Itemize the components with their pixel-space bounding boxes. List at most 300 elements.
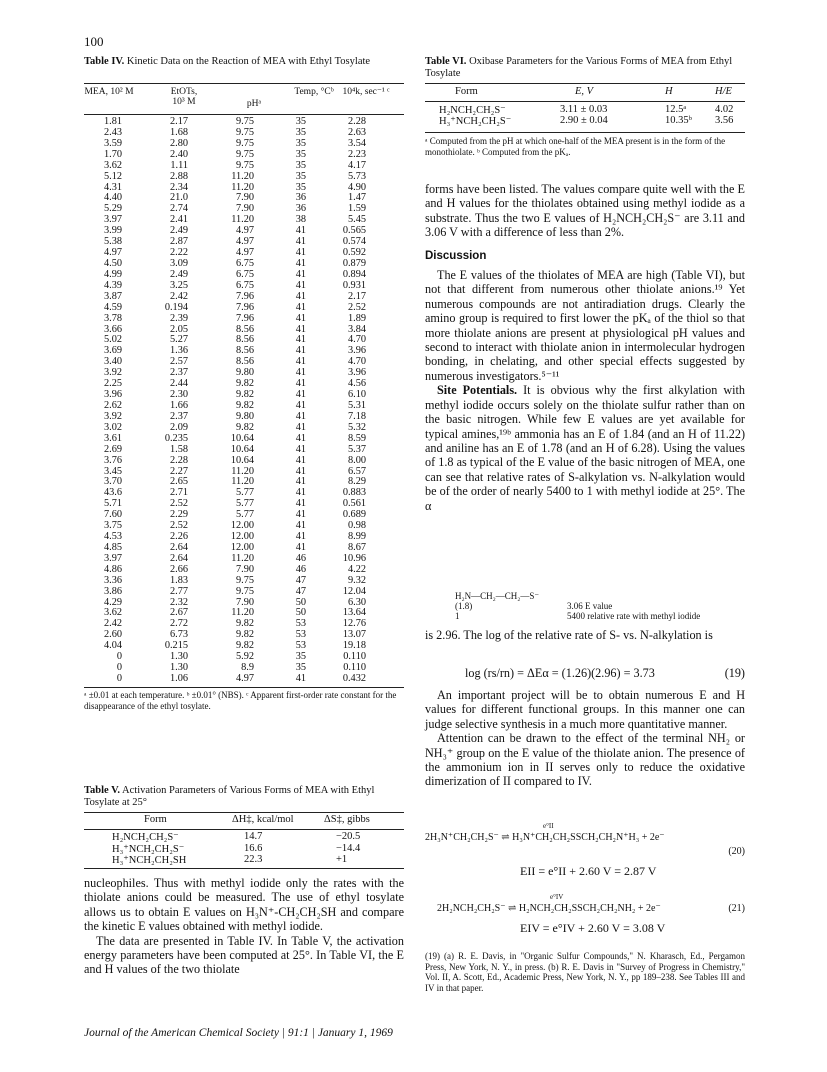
- table-cell: 8.00: [347, 454, 366, 466]
- table-cell: 4.70: [347, 334, 366, 346]
- table-cell: 12.04: [342, 585, 366, 597]
- table-cell: 0.592: [342, 247, 366, 259]
- table-row: [84, 598, 366, 609]
- table-cell: 2.64: [169, 541, 188, 553]
- table-cell: 2.17: [169, 116, 188, 127]
- table-cell: 3.96: [103, 389, 122, 401]
- table-row: [84, 477, 366, 488]
- table6-header: [425, 86, 745, 99]
- table-row: [84, 183, 366, 194]
- table-cell: 0.110: [343, 651, 366, 663]
- table-row: [84, 641, 366, 652]
- table-cell: 2.39: [169, 312, 188, 324]
- table-cell: 12.76: [342, 618, 366, 630]
- scheme-right-2: 5400 relative rate with methyl iodide: [567, 611, 701, 621]
- table-cell: 12.5ᵃ: [665, 104, 687, 115]
- table-cell: 41: [295, 454, 306, 466]
- table-cell: 5.27: [169, 334, 188, 346]
- table-cell: 4.97: [235, 225, 254, 237]
- table-cell: 16.6: [244, 842, 263, 854]
- table-cell: 53: [295, 640, 306, 652]
- table-cell: 8.9: [241, 662, 254, 674]
- table-cell: 36: [295, 203, 306, 215]
- table-cell: 4.04: [103, 640, 122, 652]
- eq20-number: (20): [728, 846, 745, 857]
- table-cell: 5.12: [103, 170, 122, 182]
- table-cell: 4.97: [103, 247, 122, 259]
- table-cell: 8.56: [235, 323, 254, 335]
- table-cell: 41: [295, 421, 306, 433]
- eq20-arrow-label: e°II: [543, 822, 554, 830]
- table-cell: 41: [295, 520, 306, 532]
- table-cell: 4.86: [103, 563, 122, 575]
- table-cell: 1.58: [169, 443, 188, 455]
- table-cell: 4.97: [235, 236, 254, 248]
- table-cell: 1.89: [347, 312, 366, 324]
- table-cell: 11.20: [231, 465, 254, 477]
- table-cell: 2.49: [169, 225, 188, 237]
- table-cell: 4.22: [347, 563, 366, 575]
- table-row: [84, 630, 366, 641]
- table-cell: H₃⁺NCH₂CH₂S⁻: [112, 843, 185, 855]
- table-row: [84, 554, 366, 565]
- table6-body: [425, 104, 745, 130]
- table-cell: 3.62: [103, 607, 122, 619]
- table-row: [84, 390, 366, 401]
- table-cell: 5.45: [347, 214, 366, 226]
- table-cell: 7.90: [235, 596, 254, 608]
- table-cell: 9.82: [235, 389, 254, 401]
- table-cell: 41: [295, 323, 306, 335]
- table-cell: 41: [295, 541, 306, 553]
- table-cell: 1.06: [169, 673, 188, 685]
- table-cell: 5.32: [347, 421, 366, 433]
- table-cell: H₂NCH₂CH₂S⁻: [439, 105, 506, 116]
- table-cell: 1.36: [169, 345, 188, 357]
- table-cell: 3.92: [103, 367, 122, 379]
- table-cell: 2.52: [347, 301, 366, 313]
- table-cell: 10.64: [230, 432, 254, 444]
- table-cell: 3.59: [103, 137, 122, 149]
- table-cell: 35: [295, 170, 306, 182]
- scheme-left-2: 1: [455, 611, 460, 621]
- table-cell: 12.00: [230, 520, 254, 532]
- table-cell: 2.09: [169, 421, 188, 433]
- table-cell: 3.76: [103, 454, 122, 466]
- table-cell: 7.60: [103, 509, 122, 521]
- table-row: [84, 619, 366, 630]
- table-cell: 5.31: [347, 399, 366, 411]
- table-cell: 43.6: [103, 487, 122, 499]
- table-cell: 4.29: [103, 596, 122, 608]
- table-cell: 4.56: [347, 378, 366, 390]
- table-cell: 1.68: [169, 126, 188, 138]
- table-cell: 2.52: [169, 498, 188, 510]
- table-cell: 6.73: [169, 629, 188, 641]
- table-cell: 3.36: [103, 574, 122, 586]
- table4-label: Table IV.: [84, 56, 125, 67]
- table-row: [84, 467, 366, 478]
- table-cell: 9.75: [235, 137, 254, 149]
- table-row: [84, 139, 366, 150]
- table6-caption: [425, 56, 745, 80]
- table-cell: 11.20: [231, 214, 254, 226]
- t6-h-form: Form: [455, 86, 478, 97]
- discussion-heading: Discussion: [425, 249, 487, 262]
- table-cell: 22.3: [244, 854, 263, 865]
- table-cell: 2.23: [347, 148, 366, 160]
- table-cell: 8.29: [347, 476, 366, 488]
- table-cell: 3.09: [169, 257, 188, 269]
- table-cell: 2.66: [169, 563, 188, 575]
- t4-h-etots: EtOTs, 10³ M: [170, 87, 198, 107]
- table-row: [84, 543, 366, 554]
- left-para-1: nucleophiles. Thus with methyl iodide only the rates with the thiolate anions could be measured. The use of ethyl tosylate allows us to obtain E values on H₃N⁺-CH₂CH₂SH and compare the kinetic E values obtained with methyl iodide.: [84, 876, 404, 934]
- table-cell: 47: [295, 574, 306, 586]
- table-cell: 2.42: [103, 618, 122, 630]
- table-cell: 0.574: [342, 236, 366, 248]
- table-cell: 12.00: [230, 531, 254, 543]
- table-cell: 2.71: [169, 487, 188, 499]
- table-cell: 5.71: [103, 498, 122, 510]
- table-cell: 10.64: [230, 454, 254, 466]
- table-cell: 9.82: [235, 421, 254, 433]
- table-cell: 9.82: [235, 378, 254, 390]
- table-row: [84, 608, 366, 619]
- table-cell: 4.90: [347, 181, 366, 193]
- site-heading: Site Potentials.: [437, 383, 518, 398]
- table-cell: 35: [295, 116, 306, 127]
- table-cell: 9.75: [235, 116, 254, 127]
- eq20-e-value: EII = e°II + 2.60 V = 2.87 V: [520, 864, 657, 878]
- table-cell: 35: [295, 148, 306, 160]
- table-row: [84, 368, 366, 379]
- t4-h-temp: Temp, °Cᵇ: [294, 87, 334, 97]
- equation-19: [425, 666, 745, 682]
- table-cell: 10.64: [230, 443, 254, 455]
- table-cell: 10.96: [342, 552, 366, 564]
- table-cell: 0.879: [342, 257, 366, 269]
- table-row: [84, 325, 366, 336]
- table-cell: 7.90: [235, 192, 254, 204]
- table-cell: 41: [295, 312, 306, 324]
- table-cell: 41: [295, 476, 306, 488]
- table-cell: 6.57: [347, 465, 366, 477]
- t4-h-ph: pHᵃ: [246, 99, 262, 109]
- table-cell: 8.99: [347, 531, 366, 543]
- table-row: [84, 401, 366, 412]
- table-cell: 3.86: [103, 585, 122, 597]
- table-cell: 2.74: [169, 203, 188, 215]
- table6-footnote: ᵃ Computed from the pH at which one-half of the MEA present is in the form of the monothiolate. ᵇ Computed from the pKₐ.: [425, 136, 726, 157]
- table-row: [84, 172, 366, 183]
- table-row: [84, 587, 366, 598]
- table-cell: 0.931: [342, 279, 366, 291]
- table-cell: 2.28: [347, 116, 366, 127]
- table-cell: 9.80: [235, 367, 254, 379]
- table-cell: 41: [295, 389, 306, 401]
- table-cell: 41: [295, 509, 306, 521]
- equation-20: [425, 822, 745, 888]
- table-cell: 41: [295, 356, 306, 368]
- table-cell: 7.90: [235, 563, 254, 575]
- table-cell: 38: [295, 214, 306, 226]
- table-row: [84, 193, 366, 204]
- table-cell: 0.561: [342, 498, 366, 510]
- table-cell: 3.87: [103, 290, 122, 302]
- table-cell: 2.37: [169, 410, 188, 422]
- table-cell: 4.97: [235, 247, 254, 259]
- table-row: [84, 281, 366, 292]
- table5-body: [84, 831, 404, 867]
- table-cell: 2.37: [169, 367, 188, 379]
- table-cell: 5.92: [235, 651, 254, 663]
- table-cell: 5.73: [347, 170, 366, 182]
- table-cell: 5.37: [347, 443, 366, 455]
- table-cell: 41: [295, 247, 306, 259]
- table-cell: 3.70: [103, 476, 122, 488]
- table-cell: 41: [295, 290, 306, 302]
- table-row: [84, 128, 366, 139]
- table-cell: 8.59: [347, 432, 366, 444]
- table-cell: 8.56: [235, 334, 254, 346]
- table-cell: 41: [295, 378, 306, 390]
- eq21-e-value: EIV = e°IV + 2.60 V = 3.08 V: [520, 921, 666, 935]
- t4-h-k: 10⁴k, sec⁻¹ ᶜ: [342, 87, 390, 97]
- table-cell: 2.65: [169, 476, 188, 488]
- table-cell: 41: [295, 225, 306, 237]
- table-cell: 3.69: [103, 345, 122, 357]
- table-cell: 41: [295, 487, 306, 499]
- table5-caption: [84, 785, 384, 809]
- t5-h-ds: ΔS‡, gibbs: [324, 814, 370, 825]
- table-cell: 5.02: [103, 334, 122, 346]
- table-cell: 2.44: [169, 378, 188, 390]
- table-cell: 1.11: [170, 159, 188, 171]
- table-cell: 6.75: [235, 257, 254, 269]
- table-cell: 2.60: [103, 629, 122, 641]
- table-cell: 4.50: [103, 257, 122, 269]
- table-cell: 3.99: [103, 225, 122, 237]
- table-row: [84, 423, 366, 434]
- table-cell: 2.22: [169, 247, 188, 259]
- table-cell: 2.72: [169, 618, 188, 630]
- page-number: 100: [84, 34, 104, 49]
- reference-19: (19) (a) R. E. Davis, in "Organic Sulfur Compounds," N. Kharasch, Ed., Pergamon Press, New York, N. Y., in press. (b) R. E. Davis in "Survey of Progress in Chemistry," Vol. II, A. Scott, Ed., Academic Press, New York, N. Y., pp 189–238. See Tables III and IV in that paper.: [425, 951, 745, 993]
- table-cell: 0.689: [342, 509, 366, 521]
- table-cell: 0.98: [347, 520, 366, 532]
- table-cell: 2.27: [169, 465, 188, 477]
- table-cell: 3.96: [347, 345, 366, 357]
- table-cell: 9.82: [235, 629, 254, 641]
- table-cell: 0: [116, 673, 122, 685]
- table-row: [84, 303, 366, 314]
- right-column-text-3: [425, 688, 745, 789]
- table-cell: 4.85: [103, 541, 122, 553]
- left-column-text: [84, 876, 404, 977]
- table-cell: 41: [295, 257, 306, 269]
- table-cell: 41: [295, 432, 306, 444]
- table-cell: 4.53: [103, 531, 122, 543]
- table-cell: 2.42: [169, 290, 188, 302]
- table6-title: Oxibase Parameters for the Various Forms of MEA from Ethyl Tosylate: [425, 56, 733, 79]
- eq21-arrow-label: e°IV: [550, 893, 564, 901]
- table5-header: [84, 814, 404, 828]
- table-row: [84, 434, 366, 445]
- table-cell: H₃⁺NCH₂CH₂SH: [112, 855, 187, 866]
- table-cell: 46: [295, 563, 306, 575]
- table-cell: 1.59: [347, 203, 366, 215]
- table-cell: 11.20: [231, 181, 254, 193]
- site-text: It is obvious why the first alkylation with methyl iodide occurs solely on the thiolate sulfur rather than on the basic nitrogen. While few E values are yet available for typical amines,¹⁹ᵇ ammonia has an E of 1.84 (and an H of 11.22) and aniline has an E of 1.78 (and an H of 6.28). Using the values of 1.8 as typical of the E value of the basic nitrogen of MEA, one can see that relative rates of S-alkylation vs. N-alkylation would be of the order of nearly 5400 to 1 with methyl iodide at 25°. The α: [425, 383, 745, 513]
- scheme-formula: H₂N—CH₂—CH₂—S⁻: [455, 591, 540, 601]
- table-cell: 2.28: [169, 454, 188, 466]
- site-paragraph: [425, 383, 745, 513]
- table-cell: 41: [295, 236, 306, 248]
- table-cell: 9.80: [235, 410, 254, 422]
- table-cell: 2.67: [169, 607, 188, 619]
- table-cell: 35: [295, 126, 306, 138]
- table-cell: 5.38: [103, 236, 122, 248]
- table-cell: 2.30: [169, 389, 188, 401]
- table-cell: 2.41: [169, 214, 188, 226]
- table-cell: 2.57: [169, 356, 188, 368]
- table6-label: Table VI.: [425, 56, 467, 67]
- table-cell: 3.56: [715, 115, 734, 126]
- table-cell: 41: [295, 268, 306, 280]
- table-cell: 35: [295, 137, 306, 149]
- table-cell: 4.17: [347, 159, 366, 171]
- table-cell: 6.75: [235, 279, 254, 291]
- table-cell: 9.75: [235, 585, 254, 597]
- table-cell: 5.29: [103, 203, 122, 215]
- table-cell: 2.62: [103, 399, 122, 411]
- table-cell: −14.4: [336, 842, 361, 854]
- table-cell: 1.66: [169, 399, 188, 411]
- table-row: [84, 161, 366, 172]
- table-cell: 2.40: [169, 148, 188, 160]
- table-cell: 3.11 ± 0.03: [560, 104, 608, 115]
- table-cell: 9.75: [235, 148, 254, 160]
- t6-h-he: H/E: [715, 86, 732, 97]
- table-cell: 0.215: [164, 640, 188, 652]
- table-cell: 4.59: [103, 301, 122, 313]
- table-cell: 41: [295, 410, 306, 422]
- table-cell: 4.99: [103, 268, 122, 280]
- table-cell: 41: [295, 301, 306, 313]
- table-cell: 3.40: [103, 356, 122, 368]
- table-cell: 2.05: [169, 323, 188, 335]
- table-cell: 9.82: [235, 640, 254, 652]
- table-cell: 11.20: [231, 476, 254, 488]
- table-cell: 9.75: [235, 574, 254, 586]
- table-cell: 3.75: [103, 520, 122, 532]
- table-row: [84, 488, 366, 499]
- table-cell: −20.5: [336, 831, 361, 842]
- table-cell: 11.20: [231, 170, 254, 182]
- table-cell: 1.30: [169, 651, 188, 663]
- table-row: [84, 259, 366, 270]
- table-row: [84, 292, 366, 303]
- t5-h-form: Form: [144, 814, 167, 825]
- table4-caption: [84, 56, 384, 68]
- table-cell: 2.29: [169, 509, 188, 521]
- table-row: [84, 445, 366, 456]
- table-cell: 6.10: [347, 389, 366, 401]
- table-row: [84, 270, 366, 281]
- t6-h-h: H: [665, 86, 673, 97]
- table-cell: 12.00: [230, 541, 254, 553]
- table-cell: 3.25: [169, 279, 188, 291]
- table-cell: 35: [295, 181, 306, 193]
- table-row: [84, 510, 366, 521]
- table-row: [84, 237, 366, 248]
- table-cell: 3.78: [103, 312, 122, 324]
- table-cell: 2.25: [103, 378, 122, 390]
- table-cell: 3.45: [103, 465, 122, 477]
- table-cell: H₂NCH₂CH₂S⁻: [112, 832, 179, 843]
- table-cell: 7.96: [235, 290, 254, 302]
- right-column-text: [425, 182, 745, 513]
- table-cell: 50: [295, 607, 306, 619]
- table-cell: 7.96: [235, 301, 254, 313]
- table-cell: 13.07: [342, 629, 366, 641]
- table-cell: 19.18: [342, 640, 366, 652]
- table-cell: 0: [116, 662, 122, 674]
- table-cell: 9.75: [235, 126, 254, 138]
- table-cell: +1: [336, 854, 348, 865]
- table-cell: 2.87: [169, 236, 188, 248]
- table-cell: 2.80: [169, 137, 188, 149]
- table-cell: 3.97: [103, 552, 122, 564]
- table-cell: 1.70: [103, 148, 122, 160]
- table-cell: 2.26: [169, 531, 188, 543]
- table-cell: 46: [295, 552, 306, 564]
- table-cell: 5.77: [235, 498, 254, 510]
- table4-title: Kinetic Data on the Reaction of MEA with Ethyl Tosylate: [126, 56, 371, 67]
- table-cell: 41: [295, 498, 306, 510]
- table-cell: 11.20: [231, 607, 254, 619]
- t6-h-e: E, V: [575, 86, 594, 97]
- discussion-paragraph: The E values of the thiolates of MEA are high (Table VI), but not that different from numerous other thiolate anions.¹⁹ Yet numerous compounds are not antiradiation drugs. Clearly the amino group is required to first lower the pKₐ of the thiol so that more thiolate anions are present at physiological pH values and second to interact with thiolate anion in intermolecular hydrogen bonding, in chelating, and other special effects suggested by numerous investigators.⁵⁻¹¹: [425, 268, 745, 383]
- table-cell: 5.77: [235, 509, 254, 521]
- right-para-1: forms have been listed. The values compare quite well with the E and H values for the thiolates obtained using methyl iodide as a substrate. Thus the two E values of H₂NCH₂CH₂S⁻ are 3.11 and 3.06 V with a difference of less than 2%.: [425, 182, 745, 240]
- table-cell: 36: [295, 192, 306, 204]
- table-row: [84, 576, 366, 587]
- table-cell: 41: [295, 443, 306, 455]
- table-cell: 3.61: [103, 432, 122, 444]
- table-cell: 9.82: [235, 399, 254, 411]
- table-cell: 4.40: [103, 192, 122, 204]
- table5-title: Activation Parameters of Various Forms of MEA with Ethyl Tosylate at 25°: [84, 785, 375, 808]
- table-cell: 3.84: [347, 323, 366, 335]
- table-cell: 6.75: [235, 268, 254, 280]
- table-cell: 47: [295, 585, 306, 597]
- table-cell: 7.96: [235, 312, 254, 324]
- table-cell: 41: [295, 673, 306, 685]
- table-row: [84, 248, 366, 259]
- table-cell: 13.64: [342, 607, 366, 619]
- alpha-scheme: [455, 591, 745, 631]
- table-cell: 5.77: [235, 487, 254, 499]
- table-cell: 2.32: [169, 596, 188, 608]
- table-cell: 14.7: [244, 831, 263, 842]
- table-row: [84, 357, 366, 368]
- attention-paragraph: Attention can be drawn to the effect of the terminal NH₂ or NH₃⁺ group on the E value of the thiolate anion. The presence of the ammonium ion in II serves only to reduce the oxidative dimerization of II compared to IV.: [425, 731, 745, 789]
- scheme-left-1: (1.8): [455, 601, 473, 611]
- t5-h-dh: ΔH‡, kcal/mol: [232, 814, 294, 825]
- table-cell: 35: [295, 662, 306, 674]
